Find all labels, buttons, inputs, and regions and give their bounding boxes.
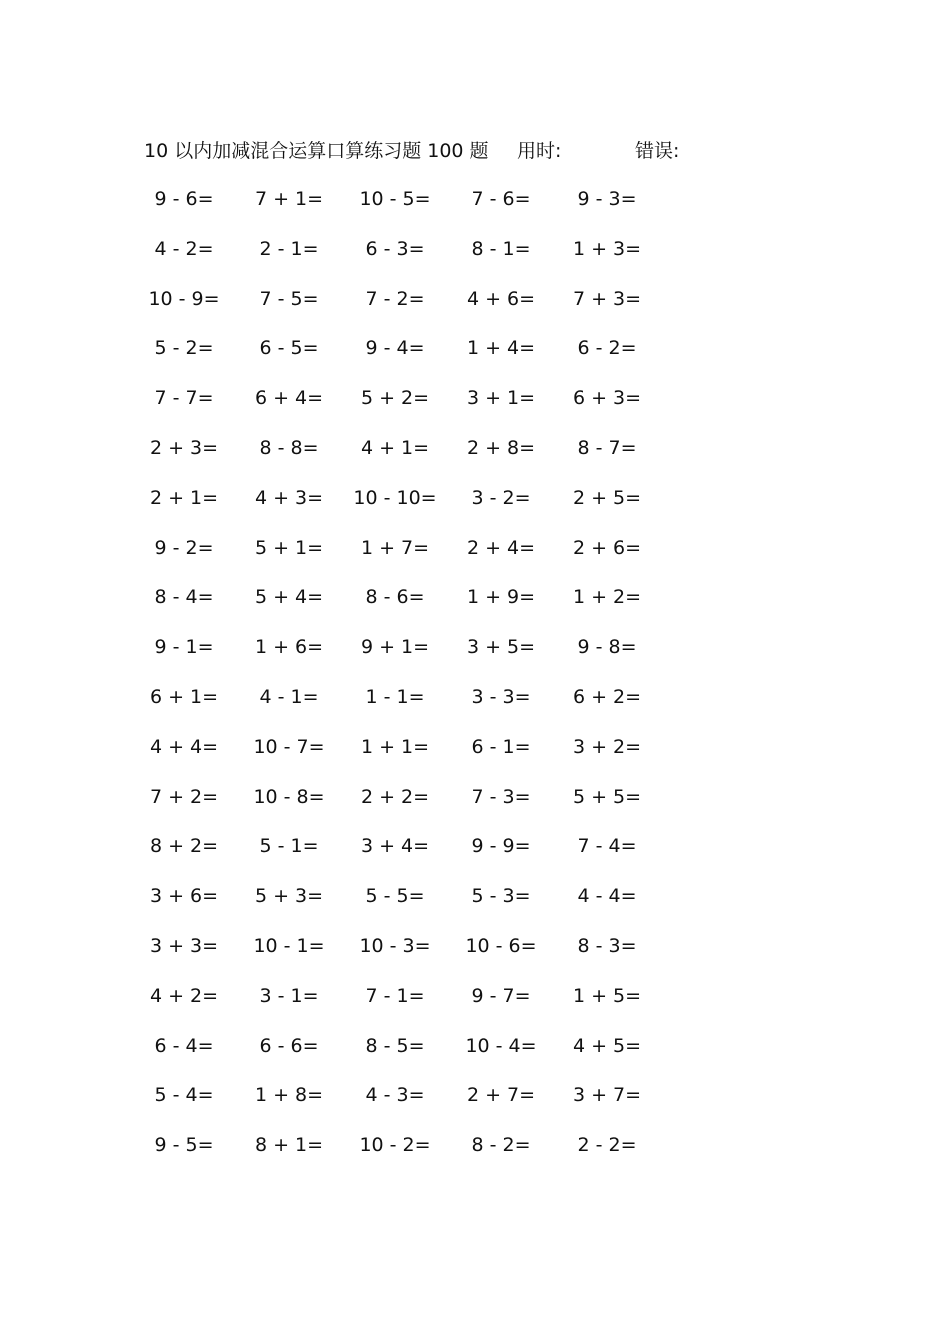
problem-item: 3 + 7= xyxy=(572,1084,642,1107)
problem-item: 3 - 2= xyxy=(471,486,531,509)
problem-item: 2 + 1= xyxy=(149,486,219,509)
problem-item: 1 + 8= xyxy=(254,1084,324,1107)
problem-item: 8 - 7= xyxy=(577,436,637,459)
problem-row xyxy=(0,233,950,283)
problem-row xyxy=(0,332,950,382)
problem-item: 6 + 2= xyxy=(572,685,642,708)
problem-row xyxy=(0,1030,950,1080)
problem-item: 1 + 7= xyxy=(360,536,430,559)
problem-row xyxy=(0,681,950,731)
problem-item: 2 + 8= xyxy=(466,436,536,459)
problem-grid xyxy=(0,183,950,1179)
problem-item: 10 - 7= xyxy=(253,735,325,758)
problem-item: 9 + 1= xyxy=(360,636,430,659)
problem-item: 1 + 4= xyxy=(466,337,536,360)
problem-item: 7 - 5= xyxy=(259,287,319,310)
problem-item: 5 - 1= xyxy=(259,835,319,858)
problem-item: 3 + 2= xyxy=(572,735,642,758)
problem-row xyxy=(0,183,950,233)
problem-item: 3 + 4= xyxy=(360,835,430,858)
problem-item: 2 + 6= xyxy=(572,536,642,559)
time-used-label: 用时: xyxy=(517,140,562,162)
problem-item: 9 - 2= xyxy=(154,536,214,559)
problem-item: 3 - 1= xyxy=(259,984,319,1007)
problem-item: 7 - 7= xyxy=(154,387,214,410)
problem-row xyxy=(0,382,950,432)
problem-item: 4 + 1= xyxy=(360,436,430,459)
problem-item: 3 + 1= xyxy=(466,387,536,410)
problem-item: 10 - 1= xyxy=(253,934,325,957)
problem-item: 4 + 2= xyxy=(149,984,219,1007)
problem-item: 7 + 2= xyxy=(149,785,219,808)
problem-row xyxy=(0,532,950,582)
problem-item: 5 - 2= xyxy=(154,337,214,360)
problem-item: 7 - 4= xyxy=(577,835,637,858)
problem-item: 4 - 2= xyxy=(154,237,214,260)
problem-item: 9 - 4= xyxy=(365,337,425,360)
problem-item: 4 + 6= xyxy=(466,287,536,310)
problem-item: 10 - 3= xyxy=(359,934,431,957)
problem-item: 7 + 1= xyxy=(254,188,324,210)
errors-label: 错误: xyxy=(635,140,680,162)
problem-row xyxy=(0,432,950,482)
problem-item: 3 + 3= xyxy=(149,934,219,957)
problem-item: 2 - 1= xyxy=(259,237,319,260)
problem-item: 1 - 1= xyxy=(365,685,425,708)
problem-row xyxy=(0,880,950,930)
problem-item: 10 - 6= xyxy=(465,934,537,957)
problem-item: 2 + 3= xyxy=(149,436,219,459)
worksheet-title: 10 以内加减混合运算口算练习题 100 题 xyxy=(144,140,489,162)
problem-item: 5 - 4= xyxy=(154,1084,214,1107)
problem-item: 7 - 1= xyxy=(365,984,425,1007)
problem-item: 10 - 5= xyxy=(359,188,431,210)
problem-item: 6 - 6= xyxy=(259,1034,319,1057)
problem-item: 9 - 7= xyxy=(471,984,531,1007)
problem-row xyxy=(0,1079,950,1129)
problem-item: 6 - 2= xyxy=(577,337,637,360)
problem-row xyxy=(0,631,950,681)
problem-item: 4 - 1= xyxy=(259,685,319,708)
problem-item: 4 + 3= xyxy=(254,486,324,509)
problem-item: 5 + 3= xyxy=(254,885,324,908)
problem-item: 5 + 5= xyxy=(572,785,642,808)
problem-item: 9 - 1= xyxy=(154,636,214,659)
problem-item: 6 - 1= xyxy=(471,735,531,758)
problem-item: 1 + 6= xyxy=(254,636,324,659)
problem-item: 4 + 5= xyxy=(572,1034,642,1057)
problem-item: 8 + 1= xyxy=(254,1134,324,1157)
problem-item: 10 - 2= xyxy=(359,1134,431,1157)
problem-item: 1 + 2= xyxy=(572,586,642,609)
problem-row xyxy=(0,980,950,1030)
problem-item: 5 - 5= xyxy=(365,885,425,908)
problem-row xyxy=(0,731,950,781)
problem-row xyxy=(0,930,950,980)
problem-item: 6 - 5= xyxy=(259,337,319,360)
problem-item: 6 - 3= xyxy=(365,237,425,260)
problem-item: 9 - 3= xyxy=(577,188,637,210)
problem-row xyxy=(0,781,950,831)
problem-item: 10 - 10= xyxy=(353,486,437,509)
problem-item: 7 - 3= xyxy=(471,785,531,808)
problem-item: 2 + 5= xyxy=(572,486,642,509)
problem-item: 5 + 2= xyxy=(360,387,430,410)
problem-item: 4 + 4= xyxy=(149,735,219,758)
problem-row xyxy=(0,1129,950,1179)
problem-item: 9 - 9= xyxy=(471,835,531,858)
problem-item: 8 - 6= xyxy=(365,586,425,609)
problem-item: 8 + 2= xyxy=(149,835,219,858)
problem-item: 6 + 1= xyxy=(149,685,219,708)
problem-item: 5 + 4= xyxy=(254,586,324,609)
problem-row xyxy=(0,283,950,333)
problem-item: 10 - 9= xyxy=(148,287,220,310)
problem-item: 5 - 3= xyxy=(471,885,531,908)
problem-item: 6 + 3= xyxy=(572,387,642,410)
problem-item: 7 - 2= xyxy=(365,287,425,310)
problem-item: 1 + 9= xyxy=(466,586,536,609)
problem-item: 2 + 7= xyxy=(466,1084,536,1107)
problem-row xyxy=(0,482,950,532)
problem-row xyxy=(0,830,950,880)
problem-item: 1 + 5= xyxy=(572,984,642,1007)
problem-item: 6 - 4= xyxy=(154,1034,214,1057)
problem-item: 8 - 3= xyxy=(577,934,637,957)
problem-item: 9 - 8= xyxy=(577,636,637,659)
problem-item: 4 - 4= xyxy=(577,885,637,908)
problem-item: 3 - 3= xyxy=(471,685,531,708)
problem-item: 9 - 5= xyxy=(154,1134,214,1157)
problem-item: 3 + 6= xyxy=(149,885,219,908)
problem-item: 1 + 3= xyxy=(572,237,642,260)
problem-item: 10 - 4= xyxy=(465,1034,537,1057)
problem-item: 8 - 1= xyxy=(471,237,531,260)
problem-item: 8 - 5= xyxy=(365,1034,425,1057)
problem-row xyxy=(0,581,950,631)
problem-item: 4 - 3= xyxy=(365,1084,425,1107)
problem-item: 1 + 1= xyxy=(360,735,430,758)
problem-item: 8 - 2= xyxy=(471,1134,531,1157)
problem-item: 7 + 3= xyxy=(572,287,642,310)
problem-item: 9 - 6= xyxy=(154,188,214,210)
problem-item: 5 + 1= xyxy=(254,536,324,559)
problem-item: 8 - 8= xyxy=(259,436,319,459)
problem-item: 6 + 4= xyxy=(254,387,324,410)
problem-item: 10 - 8= xyxy=(253,785,325,808)
problem-item: 8 - 4= xyxy=(154,586,214,609)
problem-item: 2 - 2= xyxy=(577,1134,637,1157)
problem-item: 3 + 5= xyxy=(466,636,536,659)
problem-item: 7 - 6= xyxy=(471,188,531,210)
problem-item: 2 + 4= xyxy=(466,536,536,559)
problem-item: 2 + 2= xyxy=(360,785,430,808)
